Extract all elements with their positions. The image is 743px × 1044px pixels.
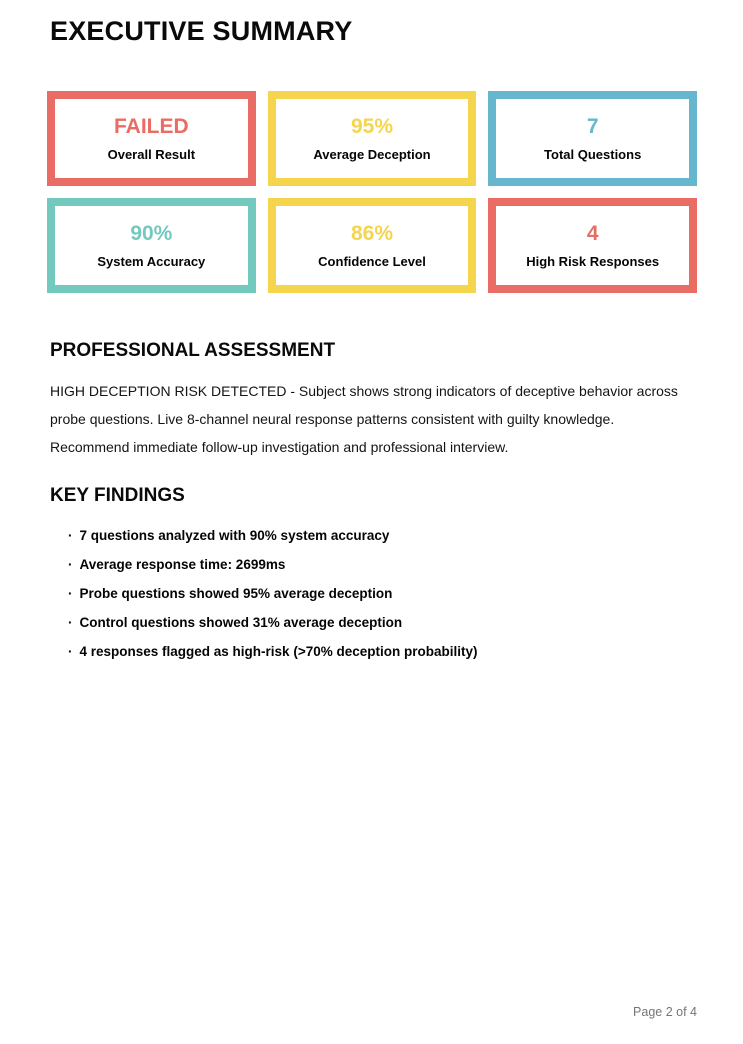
page-number: Page 2 of 4 xyxy=(633,1005,697,1019)
key-finding-item xyxy=(68,579,697,608)
metric-card-system-accuracy xyxy=(47,198,256,293)
key-finding-item xyxy=(68,521,697,550)
key-finding-item xyxy=(68,637,697,666)
bullet-icon: · xyxy=(68,615,73,630)
bullet-icon: · xyxy=(68,557,73,572)
metric-card-confidence-level xyxy=(268,198,477,293)
bullet-icon: · xyxy=(68,586,73,601)
metric-label-average-deception: Average Deception xyxy=(313,147,431,162)
metric-label-total-questions: Total Questions xyxy=(544,147,642,162)
key-findings-list xyxy=(68,521,697,666)
bullet-icon: · xyxy=(68,528,73,543)
metric-value-total-questions: 7 xyxy=(586,115,599,138)
metric-card-overall-result xyxy=(47,91,256,186)
metric-card-total-questions xyxy=(488,91,697,186)
key-finding-text: Probe questions showed 95% average deception xyxy=(79,586,393,601)
metric-cards-grid xyxy=(47,91,697,293)
metric-value-confidence-level: 86% xyxy=(350,222,393,245)
metric-label-confidence-level: Confidence Level xyxy=(318,254,426,269)
metric-label-high-risk-responses: High Risk Responses xyxy=(526,254,660,269)
page-title: EXECUTIVE SUMMARY xyxy=(50,16,353,46)
metric-card-high-risk-responses xyxy=(488,198,697,293)
metric-value-high-risk-responses: 4 xyxy=(586,222,599,245)
metric-card-average-deception xyxy=(268,91,477,186)
metric-label-overall-result: Overall Result xyxy=(107,147,196,162)
professional-assessment-heading: PROFESSIONAL ASSESSMENT xyxy=(50,340,336,361)
key-finding-text: Average response time: 2699ms xyxy=(79,557,286,572)
key-finding-item xyxy=(68,608,697,637)
metric-value-system-accuracy: 90% xyxy=(130,222,173,245)
key-finding-item xyxy=(68,550,697,579)
key-finding-text: Control questions showed 31% average deception xyxy=(79,615,403,630)
metric-value-average-deception: 95% xyxy=(350,115,393,138)
professional-assessment-body: HIGH DECEPTION RISK DETECTED - Subject shows strong indicators of deceptive behavior across probe questions. Live 8-channel neural response patterns consistent with guilty knowledge. Recommend immediate follow-up investigation and professional interview. xyxy=(50,383,678,455)
bullet-icon: · xyxy=(68,644,73,659)
key-finding-text: 7 questions analyzed with 90% system accuracy xyxy=(79,528,390,543)
key-findings-heading: KEY FINDINGS xyxy=(50,485,185,506)
metric-label-system-accuracy: System Accuracy xyxy=(97,254,206,269)
key-finding-text: 4 responses flagged as high-risk (>70% deception probability) xyxy=(79,644,478,659)
metric-value-overall-result: FAILED xyxy=(113,115,189,138)
